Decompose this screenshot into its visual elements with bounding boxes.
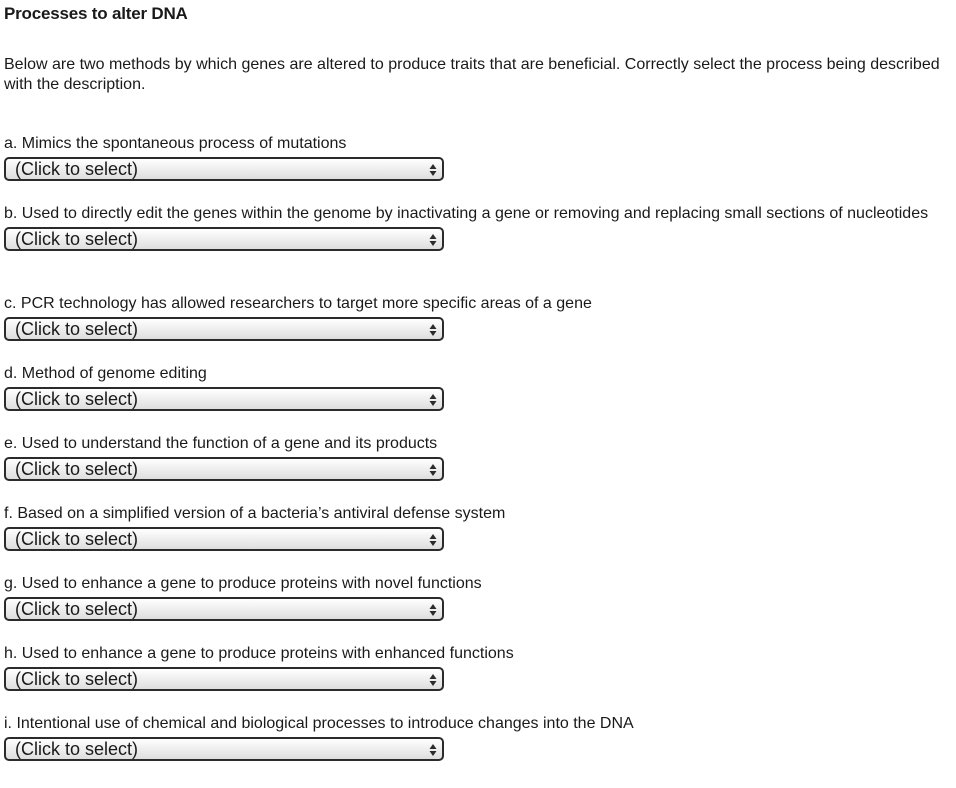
question-d	[4, 364, 952, 411]
answer-select-f[interactable]	[4, 527, 444, 551]
select-arrows-icon	[429, 323, 437, 337]
select-value: (Click to select)	[15, 529, 139, 549]
question-label: i. Intentional use of chemical and biological processes to introduce changes into the DNA	[4, 715, 634, 732]
answer-select-i[interactable]	[4, 737, 444, 761]
question-h	[4, 644, 952, 691]
question-c	[4, 294, 952, 341]
select-arrows-icon	[429, 743, 437, 757]
answer-select-d[interactable]	[4, 387, 444, 411]
select-value: (Click to select)	[15, 739, 139, 759]
question-label: e. Used to understand the function of a gene and its products	[4, 435, 438, 452]
select-arrows-icon	[429, 673, 437, 687]
select-arrows-icon	[429, 163, 437, 177]
question-label: g. Used to enhance a gene to produce proteins with novel functions	[4, 575, 482, 592]
question-label: c. PCR technology has allowed researchers to target more specific areas of a gene	[4, 295, 592, 312]
select-value: (Click to select)	[15, 459, 139, 479]
question-f	[4, 504, 952, 551]
question-label: b. Used to directly edit the genes within the genome by inactivating a gene or removing and replacing small sections of nucleotides	[4, 205, 929, 222]
question-b	[4, 204, 952, 251]
question-a	[4, 134, 952, 181]
select-arrows-icon	[429, 233, 437, 247]
question-label: a. Mimics the spontaneous process of mutations	[4, 135, 347, 152]
select-value: (Click to select)	[15, 159, 139, 179]
select-value: (Click to select)	[15, 669, 139, 689]
select-arrows-icon	[429, 463, 437, 477]
select-value: (Click to select)	[15, 599, 139, 619]
select-value: (Click to select)	[15, 319, 139, 339]
question-g	[4, 574, 952, 621]
answer-select-h[interactable]	[4, 667, 444, 691]
select-arrows-icon	[429, 603, 437, 617]
answer-select-g[interactable]	[4, 597, 444, 621]
question-e	[4, 434, 952, 481]
select-value: (Click to select)	[15, 389, 139, 409]
page-title: Processes to alter DNA	[4, 4, 188, 23]
question-label: h. Used to enhance a gene to produce proteins with enhanced functions	[4, 645, 514, 662]
question-i	[4, 714, 952, 761]
select-arrows-icon	[429, 533, 437, 547]
instructions: Below are two methods by which genes are altered to produce traits that are beneficial. Correctly select the process being described with the description.	[4, 56, 940, 93]
select-value: (Click to select)	[15, 229, 139, 249]
answer-select-e[interactable]	[4, 457, 444, 481]
question-label: d. Method of genome editing	[4, 365, 207, 382]
question-label: f. Based on a simplified version of a bacteria’s antiviral defense system	[4, 505, 506, 522]
answer-select-b[interactable]	[4, 227, 444, 251]
answer-select-a[interactable]	[4, 157, 444, 181]
select-arrows-icon	[429, 393, 437, 407]
answer-select-c[interactable]	[4, 317, 444, 341]
